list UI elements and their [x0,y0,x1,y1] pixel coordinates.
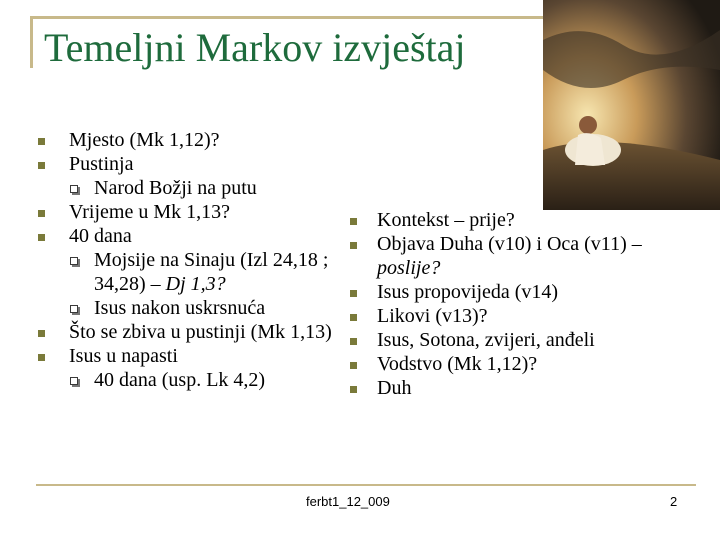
hollow-square-bullet-icon [70,257,78,265]
list-item: Likovi (v13)? [342,304,642,328]
list-item: Kontekst – prije? [342,208,642,232]
square-bullet-icon [38,210,45,217]
left-bullet-list [34,128,334,392]
square-bullet-icon [350,338,357,345]
square-bullet-icon [38,138,45,145]
square-bullet-icon [350,386,357,393]
list-item: Vrijeme u Mk 1,13? [34,200,334,224]
footer-label: ferbt1_12_009 [306,494,390,509]
slide-title: Temeljni Markov izvještaj [44,25,466,70]
square-bullet-icon [350,362,357,369]
page-number: 2 [670,494,678,509]
sub-list-item: Mojsije na Sinaju (Izl 24,18 ; 34,28) – Dj 1,3? [34,248,334,296]
square-bullet-icon [350,290,357,297]
hollow-square-bullet-icon [70,185,78,193]
list-item: 40 dana [34,224,334,248]
hollow-square-bullet-icon [70,377,78,385]
square-bullet-icon [350,242,357,249]
list-item: Isus propovijeda (v14) [342,280,642,304]
square-bullet-icon [38,162,45,169]
list-item: Isus, Sotona, zvijeri, anđeli [342,328,642,352]
list-item: Isus u napasti [34,344,334,368]
list-item: Objava Duha (v10) i Oca (v11) – poslije? [342,232,642,280]
square-bullet-icon [350,314,357,321]
jesus-in-desert-image [543,0,720,210]
list-item: Mjesto (Mk 1,12)? [34,128,334,152]
sub-list-item: Isus nakon uskrsnuća [34,296,334,320]
list-item: Vodstvo (Mk 1,12)? [342,352,642,376]
footer-divider [36,484,696,486]
list-item: Pustinja [34,152,334,176]
sub-list-item: 40 dana (usp. Lk 4,2) [34,368,334,392]
right-bullet-list [342,208,642,400]
hollow-square-bullet-icon [70,305,78,313]
list-item: Što se zbiva u pustinji (Mk 1,13) [34,320,334,344]
square-bullet-icon [38,330,45,337]
list-item: Duh [342,376,642,400]
square-bullet-icon [38,354,45,361]
square-bullet-icon [38,234,45,241]
square-bullet-icon [350,218,357,225]
sub-list-item: Narod Božji na putu [34,176,334,200]
